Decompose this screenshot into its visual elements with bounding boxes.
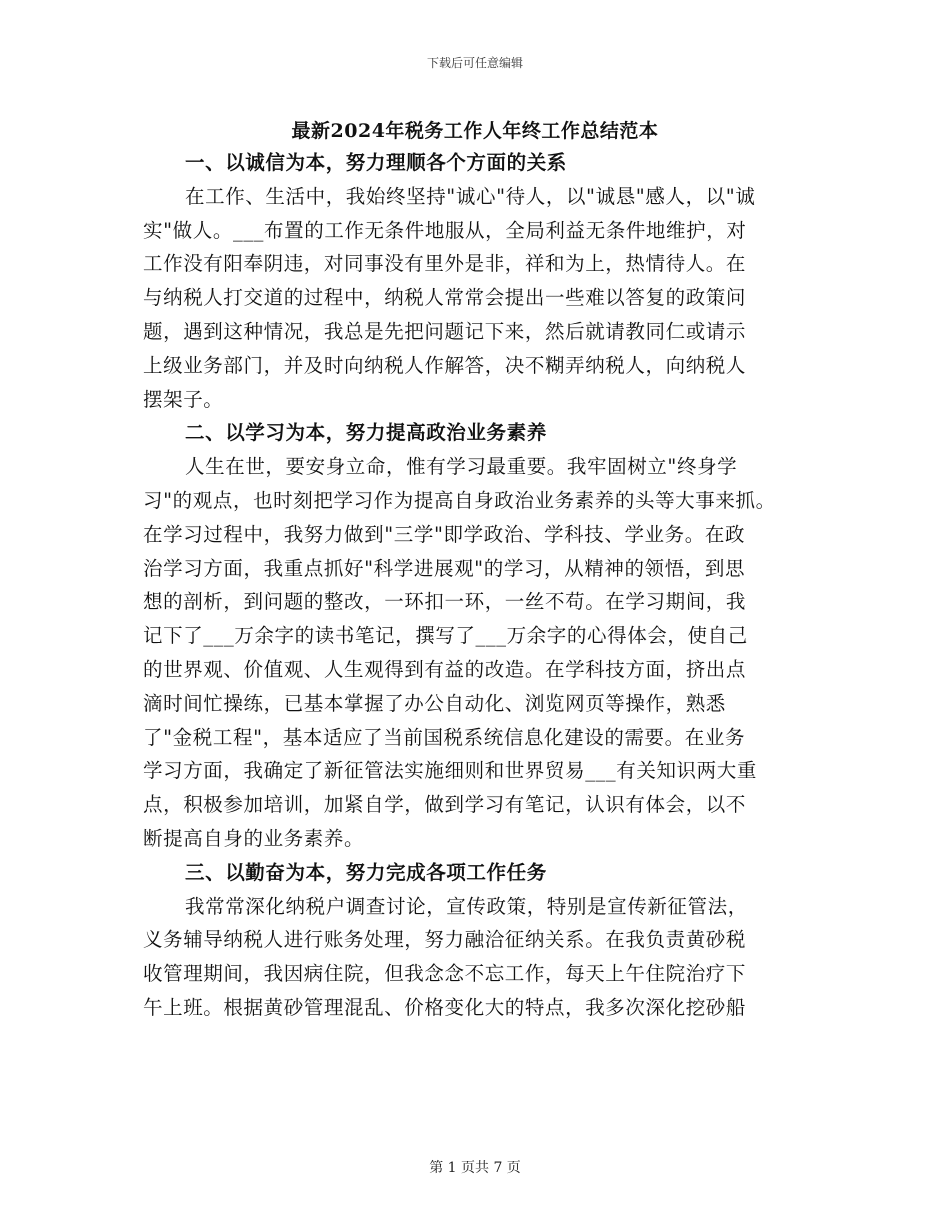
section-heading-3: 三、以勤奋为本，努力完成各项工作任务 [185,860,547,884]
paragraph-line: 午上班。根据黄砂管理混乱、价格变化大的特点，我多次深化挖砂船 [143,995,747,1019]
document-title: 最新2024年税务工作人年终工作总结范本 [291,120,659,142]
paragraph-line: 的世界观、价值观、人生观得到有益的改造。在学科技方面，挤出点 [143,657,747,681]
paragraph-line: 实"做人。___布置的工作无条件地服从，全局利益无条件地维护，对 [143,218,747,242]
paragraph-line: 在工作、生活中，我始终坚持"诚心"待人，以"诚恳"感人，以"诚 [185,184,756,208]
paragraph-line: 在学习过程中，我努力做到"三学"即学政治、学科技、学业务。在政 [143,522,746,546]
page-number: 第 1 页共 7 页 [429,1160,521,1176]
paragraph-line: 学习方面，我确定了新征管法实施细则和世界贸易___有关知识两大重 [143,759,757,783]
header-note: 下载后可任意编辑 [426,56,523,70]
paragraph-line: 人生在世，要安身立命，惟有学习最重要。我牢固树立"终身学 [185,455,738,479]
paragraph-line: 记下了___万余字的读书笔记，撰写了___万余字的心得体会，使自己 [143,624,748,648]
section-heading-1: 一、以诚信为本，努力理顺各个方面的关系 [185,151,567,174]
paragraph-line: 了"金税工程"，基本适应了当前国税系统信息化建设的需要。在业务 [143,725,746,749]
paragraph-line: 治学习方面，我重点抓好"科学进展观"的学习，从精神的领悟，到思 [143,556,746,580]
paragraph-line: 与纳税人打交道的过程中，纳税人常常会提出一些难以答复的政策问 [143,286,747,310]
paragraph-line: 我常常深化纳税户调查讨论，宣传政策，特别是宣传新征管法， [185,894,748,918]
paragraph-line: 上级业务部门，并及时向纳税人作解答，决不糊弄纳税人，向纳税人 [143,353,747,377]
paragraph-line: 点，积极参加培训，加紧自学，做到学习有笔记，认识有体会，以不 [143,793,747,817]
paragraph-line: 工作没有阳奉阴违，对同事没有里外是非，祥和为上，热情待人。在 [143,252,747,276]
paragraph-line: 习"的观点，也时刻把学习作为提高自身政治业务素养的头等大事来抓。 [143,488,776,512]
paragraph-line: 摆架子。 [143,387,224,411]
paragraph-line: 滴时间忙操练，已基本掌握了办公自动化、浏览网页等操作，熟悉 [143,691,726,715]
paragraph-line: 收管理期间，我因病住院，但我念念不忘工作，每天上午住院治疗下 [143,962,747,986]
section-heading-2: 二、以学习为本，努力提高政治业务素养 [185,421,547,445]
paragraph-line: 断提高自身的业务素养。 [143,826,365,850]
document-body [143,146,808,1025]
paragraph-line: 义务辅导纳税人进行账务处理，努力融洽征纳关系。在我负责黄砂税 [143,928,747,952]
paragraph-line: 题，遇到这种情况，我总是先把问题记下来，然后就请教同仁或请示 [143,319,747,343]
paragraph-line: 想的剖析，到问题的整改，一环扣一环，一丝不苟。在学习期间，我 [143,590,747,614]
